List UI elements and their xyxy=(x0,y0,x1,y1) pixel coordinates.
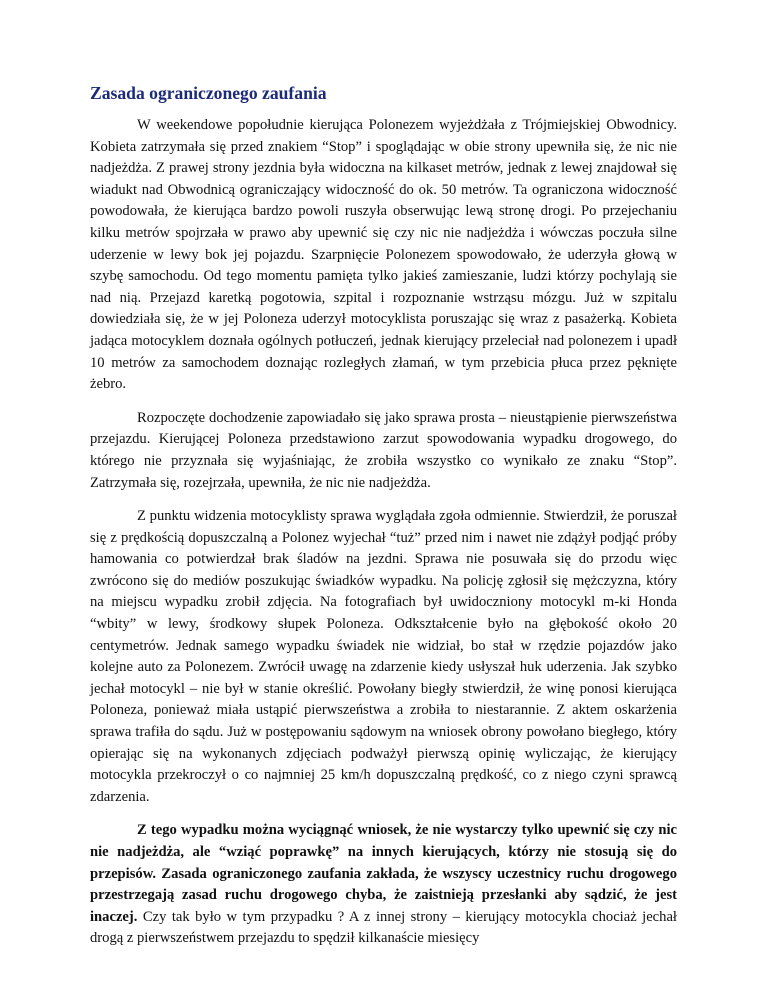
document-page xyxy=(90,82,677,950)
document-title: Zasada ograniczonego zaufania xyxy=(90,83,327,103)
paragraph-investigation: Rozpoczęte dochodzenie zapowiadało się jako sprawa prosta – nieustąpienie pierwszeństwa przejazdu. Kierującej Poloneza przedstawiono zarzut spowodowania wypadku drogowego, do którego nie przyznała się wyjaśniając, że zrobiła wszystko co wynikało ze znaku “Stop”. Zatrzymała się, rozejrzała, upewniła, że nic nie nadjeżdża. xyxy=(90,409,677,491)
paragraph-accident-description: W weekendowe popołudnie kierująca Polonezem wyjeżdżała z Trójmiejskiej Obwodnicy. Kobieta zatrzymała się przed znakiem “Stop” i spoglądając w obie strony upewniła się, że nic nie nadjeżdża. Z prawej strony jezdnia była widoczna na kilkaset metrów, jednak z lewej znajdował się wiadukt nad Obwodnicą ograniczający widoczność do ok. 50 metrów. Ta ograniczona widoczność powodowała, że kierująca bardzo powoli ruszyła obserwując lewą stronę drogi. Po przejechaniu kilku metrów spojrzała w prawo aby upewnić się czy nic nie nadjeżdża i wówczas poczuła silne uderzenie w lewy bok jej pojazdu. Szarpnięcie Polonezem spowodowało, że uderzyła głową w szybę samochodu. Od tego momentu pamięta tylko jakieś zamieszanie, ludzi którzy pochylają sie nad nią. Przejazd karetką pogotowia, szpital i rozpoznanie wstrząsu mózgu. Już w szpitalu dowiedziała się, że w jej Poloneza uderzył motocyklista poruszając się wraz z pasażerką. Kobieta jadąca motocyklem doznała ogólnych potłuczeń, jednak kierujący przeleciał nad polonezem i upadł 10 metrów za samochodem doznając rozległych złamań, w tym przebicia płuca przez pęknięte żebro. xyxy=(90,117,677,393)
paragraph-motorcyclist-view: Z punktu widzenia motocyklisty sprawa wyglądała zgoła odmiennie. Stwierdził, że poruszał się z prędkością dopuszczalną a Polonez wyjechał “tuż” przed nim i nawet nie zdążył podjąć próby hamowania co potwierdzał brak śladów na jezdni. Sprawa nie posuwała się do przodu więc zwrócono się do mediów poszukując świadków wypadku. Na policję zgłosił się mężczyzna, który na miejscu wypadku zrobił zdjęcia. Na fotografiach był uwidoczniony motocykl m-ki Honda “wbity” w lewy, środkowy słupek Poloneza. Odkształcenie było na głębokość około 20 centymetrów. Jednak samego wypadku świadek nie widział, bo stał w rzędzie pojazdów jako kolejne auto za Polonezem. Zwrócił uwagę na zdarzenie kiedy usłyszał huk uderzenia. Jak szybko jechał motocykl – nie był w stanie określić. Powołany biegły stwierdził, że winę ponosi kierująca Poloneza, ponieważ miała ustąpić pierwszeństwa a zrobiła to niestarannie. Z aktem oskarżenia sprawa trafiła do sądu. Już w postępowaniu sądowym na wniosek obrony powołano biegłego, który opierając się na wykonanych zdjęciach podważył pierwszą opinię wyliczając, że kierujący motocykla przekroczył o co najmniej 25 km/h dopuszczalną prędkość, co z niego czyni sprawcą zdarzenia. xyxy=(90,508,677,805)
paragraph-conclusion xyxy=(90,820,677,950)
conclusion-bold-text: Z tego wypadku można wyciągnąć wniosek, że nie wystarczy tylko upewnić się czy nic nie nadjeżdża, ale “wziąć poprawkę” na innych kierujących, którzy nie stosują się do przepisów. Zasada ograniczonego zaufania zakłada, że wszyscy uczestnicy ruchu drogowego przestrzegają zasad ruchu drogowego chyba, że zaistnieją przesłanki aby sądzić, że jest inaczej. xyxy=(90,822,677,925)
conclusion-regular-text: Czy tak było w tym przypadku ? A z innej strony – kierujący motocykla chociaż jechał drogą z pierwszeństwem przejazdu to spędził kilkanaście miesięcy xyxy=(90,908,677,947)
